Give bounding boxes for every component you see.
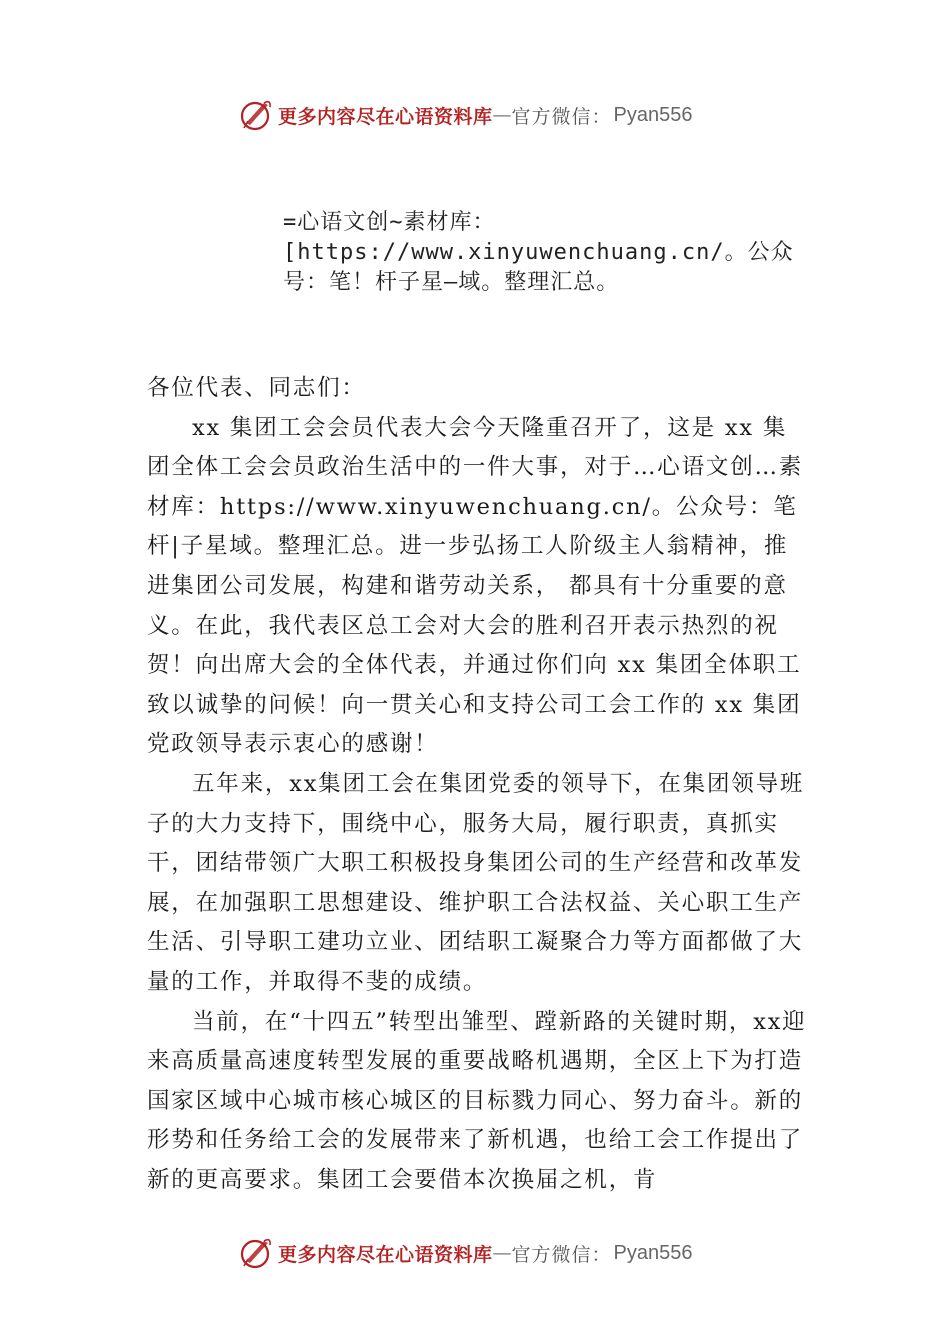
banner-wechat-label: 官方微信： [511, 105, 612, 128]
banner-wechat-handle: Pyan556 [613, 1241, 693, 1264]
paragraph-2: 五年来，xx集团工会在集团党委的领导下，在集团领导班子的大力支持下，围绕中心，服务大局，履行职责，真抓实干，团结带领广大职工积极投身集团公司的生产经营和改革发展，在加强职工思想建设、维护职工合法权益、关心职工生产生活、引导职工建功立业、团结职工凝聚合力等方面都做了大量的工作，并取得不斐的成绩。 [147, 770, 805, 995]
source-note: =心语文创~素材库：[https://www.xinyuwenchuang.cn/。公众号：笔！杆子星—域。整理汇总。 [283, 210, 794, 295]
paragraph-1: xx 集团工会会员代表大会今天隆重召开了，这是 xx 集团全体工会会员政治生活中的一件大事，对于…心语文创…素材库：https://www.xinyuwenchuang.cn/。公众号：笔杆|子星域。整理汇总。进一步弘扬工人阶级主人翁精神，推进集团公司发展，构建和谐劳动关系， 都具有十分重要的意义。在此，我代表区总工会对大会的胜利召开表示热烈的祝贺！向出席大会的全体代表，并通过你们向 xx 集团全体职工致以诚挚的问候！向一贯关心和支持公司工会工作的 xx 集团党政领导表示衷心的感谢！ [147, 414, 804, 758]
banner-title: 更多内容尽在心语资料库 [278, 1243, 493, 1266]
banner-wechat-label: 官方微信： [511, 1243, 612, 1266]
watermark-banner-bottom [238, 1233, 693, 1273]
paragraph-3: 当前，在“十四五”转型出雏型、蹚新路的关键时期，xx迎来高质量高速度转型发展的重要战略机遇期，全区上下为打造国家区域中心城市核心城区的目标戮力同心、努力奋斗。新的形势和任务给工会的发展带来了新机遇，也给工会工作提出了新的更高要求。集团工会要借本次换届之机，肯 [147, 1008, 807, 1193]
banner-dash: — [492, 104, 512, 126]
quill-pen-logo-icon [238, 1235, 274, 1271]
watermark-banner-top [238, 95, 693, 135]
banner-wechat-handle: Pyan556 [613, 103, 693, 126]
banner-dash: — [492, 1242, 512, 1264]
quill-pen-logo-icon [238, 97, 274, 133]
greeting: 各位代表、同志们： [147, 375, 366, 401]
banner-title: 更多内容尽在心语资料库 [278, 105, 493, 128]
document-body [147, 369, 809, 1200]
